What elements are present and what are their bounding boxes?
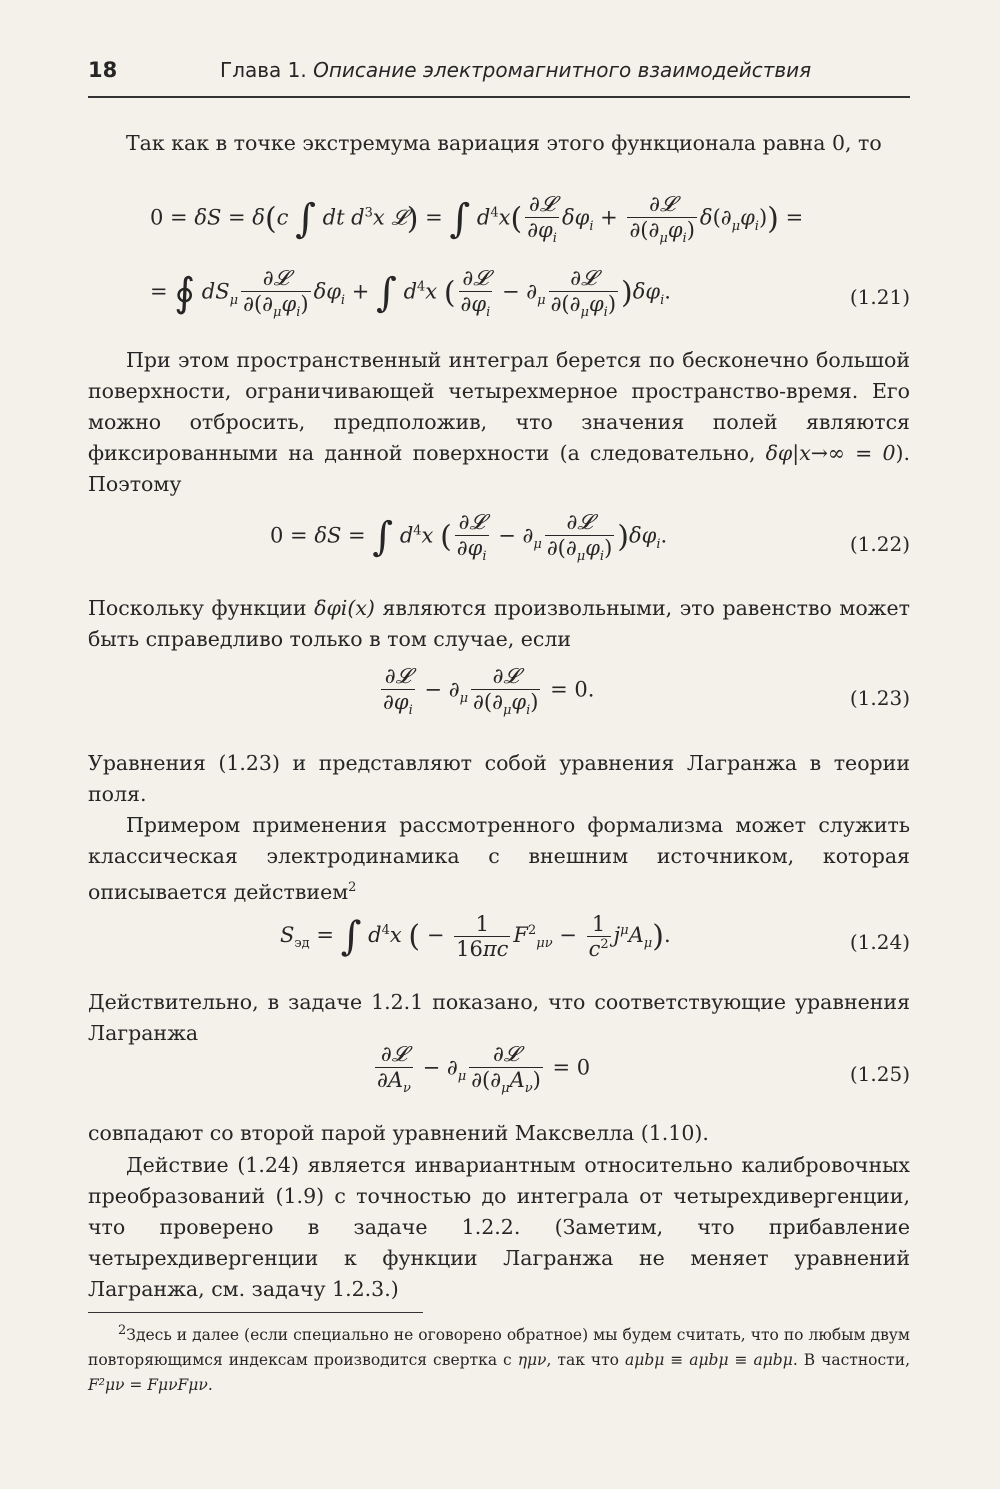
equation-number-1-23: (1.23) (849, 686, 910, 710)
equation-number-1-25: (1.25) (849, 1062, 910, 1086)
paragraph-2-text-a: При этом пространственный интеграл берется по бесконечно большой поверхности, ограничивающей четырехмерное пространство-время. Его можно отбросить, предположив, что значения полей являются фиксированными на данной поверхности (а следовательно, (88, 348, 910, 465)
equation-number-1-21: (1.21) (849, 285, 910, 309)
footnote (88, 1318, 910, 1398)
equation-1-24-body: $S_{эд}$ = ∫ $d^4x$ ( − $\frac{1}{16\pi c}$ $F^2_{\mu\nu}$ − $\frac{1}{c^2}$ $j^\mu A_\mu$). (280, 912, 671, 961)
running-head (220, 58, 811, 82)
paragraph-7: совпадают со второй парой уравнений Максвелла (1.10). (88, 1121, 709, 1145)
chapter-title: Описание электромагнитного взаимодействия (313, 58, 812, 82)
paragraph-2 (88, 345, 910, 500)
footnote-math-2: aμbμ ≡ aμbμ ≡ aμbμ (625, 1351, 793, 1370)
paragraph-8: Действие (1.24) является инвариантным относительно калибровочных преобразований (1.9) с точностью до интеграла от четырехдивергенции, что проверено в задаче 1.2.2. (Заметим, что прибавление четырехдивергенции к функции Лагранжа не меняет уравнений Лагранжа, см. задачу 1.2.3.) (88, 1153, 910, 1301)
equation-1-25 (88, 1042, 910, 1114)
footnote-math-3: F²μν = FμνFμν (88, 1376, 208, 1395)
page-header (88, 56, 910, 98)
paragraph-2-math: δφ|x→∞ = 0 (765, 441, 896, 465)
paragraph-4: Уравнения (1.23) и представляют собой уравнения Лагранжа в теории поля. (88, 751, 910, 806)
footnote-divider (88, 1312, 423, 1313)
paragraph-3-math: δφi(x) (314, 596, 375, 620)
paragraph-2-text-b: ). Поэтому (88, 441, 911, 496)
equation-1-21-line-2: = ∮ $dS_\mu$ $\frac{\text{∂𝓛}}{\partial(\partial_\mu\varphi_i)}$ $\delta\varphi_i$ + ∫ $d^4x$ ( $\frac{\text{∂𝓛}}{\partial\varphi_i}$ − $\partial_\mu$ $\frac{\text{∂𝓛}}{\partial(\partial_\mu\varphi_i)}$ )$\delta\varphi_i$. (150, 266, 671, 321)
footnote-text-a: Здесь и далее (если специально не оговорено обратное) мы будем считать, что по любым двум повторяющимся индексам производится свертка с (88, 1326, 910, 1370)
equation-1-25-body: $\frac{\text{∂𝓛}}{\partial A_\nu}$ − $\partial_\mu$ $\frac{\text{∂𝓛}}{\partial(\partial_\mu A_\nu)}$ = 0 (377, 1042, 591, 1097)
paragraph-6: Действительно, в задаче 1.2.1 показано, что соответствующие уравнения Лагранжа (88, 990, 910, 1045)
footnote-ref[interactable]: 2 (348, 880, 357, 895)
paragraph-5-text: Примером применения рассмотренного формализма может служить классическая электродинамика с внешним источником, которая описывается действием (88, 813, 910, 904)
equation-1-24 (88, 912, 910, 984)
paragraph-3-text-a: Поскольку функции (88, 596, 315, 620)
equation-1-21-line-1: 0 = δS = δ(c ∫ dt $d^3x$ 𝓛) = ∫ $d^4x$( $\frac{\text{∂𝓛}}{\partial\varphi_i}$ $\delta\varphi_i$ + $\frac{\text{∂𝓛}}{\partial(\partial_\mu\varphi_i)}$ $\delta(\partial_\mu\varphi_i)$) = (150, 192, 804, 247)
equation-1-22-body: 0 = δS = ∫ $d^4x$ ( $\frac{\text{∂𝓛}}{\partial\varphi_i}$ − $\partial_\mu$ $\frac{\text{∂𝓛}}{\partial(\partial_\mu\varphi_i)}$ )$\delta\varphi_i$. (270, 510, 668, 565)
footnote-text-d: . (207, 1376, 213, 1395)
equation-1-21 (88, 192, 910, 342)
equation-number-1-24: (1.24) (849, 930, 910, 954)
footnote-text-c: . В частности, (792, 1351, 910, 1370)
footnote-mark: 2 (118, 1323, 127, 1338)
equation-number-1-22: (1.22) (849, 532, 910, 556)
equation-1-23 (88, 664, 910, 739)
page-number: 18 (88, 58, 118, 82)
paragraph-5 (88, 810, 910, 908)
footnote-text-b: , так что (546, 1351, 625, 1370)
footnote-math-1: ημν (517, 1351, 547, 1370)
paragraph-3 (88, 593, 910, 655)
equation-1-23-body: $\frac{\text{∂𝓛}}{\partial\varphi_i}$ − $\partial_\mu$ $\frac{\text{∂𝓛}}{\partial(\partial_\mu\varphi_i)}$ = 0. (383, 664, 595, 719)
paragraph-1: Так как в точке экстремума вариация этого функционала равна 0, то (126, 131, 882, 155)
chapter-label: Глава 1. (220, 58, 307, 82)
paragraph-3-text-b: являются произвольными, это равенство может быть справедливо только в том случае, если (88, 596, 910, 651)
equation-1-22 (88, 510, 910, 585)
